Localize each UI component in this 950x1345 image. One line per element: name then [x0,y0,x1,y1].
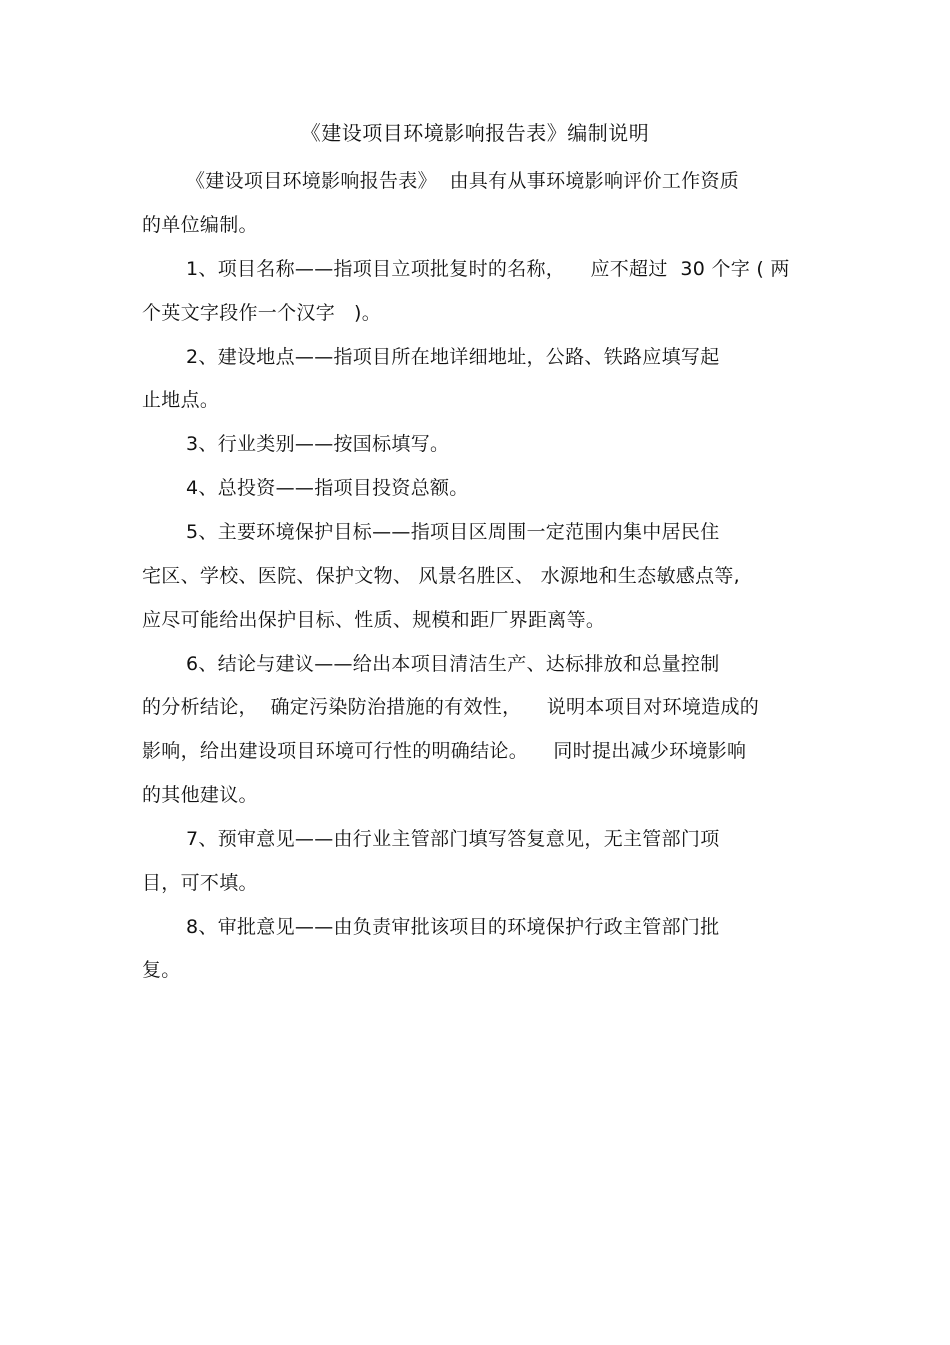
paragraph-intro-line-1: 《建设项目环境影响报告表》 由具有从事环境影响评价工作资质 [186,170,740,192]
item-8-line-2: 复。 [142,959,181,981]
item-6-line-1: 6、结论与建议——给出本项目清洁生产、达标排放和总量控制 [186,653,720,675]
item-1-line-2: 个英文字段作一个汉字 )。 [142,302,382,324]
item-6-line-4: 的其他建议。 [142,784,258,806]
item-5-line-1: 5、主要环境保护目标——指项目区周围一定范围内集中居民住 [186,521,720,543]
item-6-line-2: 的分析结论， 确定污染防治措施的有效性， 说明本项目对环境造成的 [142,696,760,718]
document-title: 《建设项目环境影响报告表》编制说明 [300,121,650,145]
paragraph-intro-line-2: 的单位编制。 [142,214,258,236]
item-1-line-1: 1、项目名称——指项目立项批复时的名称， 应不超过 30 个字 ( 两 [186,258,790,280]
item-7-line-1: 7、预审意见——由行业主管部门填写答复意见，无主管部门项 [186,828,720,850]
item-4-line-1: 4、总投资——指项目投资总额。 [186,477,469,499]
item-2-line-2: 止地点。 [142,389,220,411]
item-3-line-1: 3、行业类别——按国标填写。 [186,433,450,455]
item-6-line-3: 影响，给出建设项目环境可行性的明确结论。 同时提出减少环境影响 [142,740,747,762]
item-5-line-3: 应尽可能给出保护目标、性质、规模和距厂界距离等。 [142,609,606,631]
item-2-line-1: 2、建设地点——指项目所在地详细地址，公路、铁路应填写起 [186,346,720,368]
item-8-line-1: 8、审批意见——由负责审批该项目的环境保护行政主管部门批 [186,916,720,938]
item-5-line-2: 宅区、学校、医院、保护文物、 风景名胜区、 水源地和生态敏感点等, [142,565,741,587]
item-7-line-2: 目，可不填。 [142,872,258,894]
